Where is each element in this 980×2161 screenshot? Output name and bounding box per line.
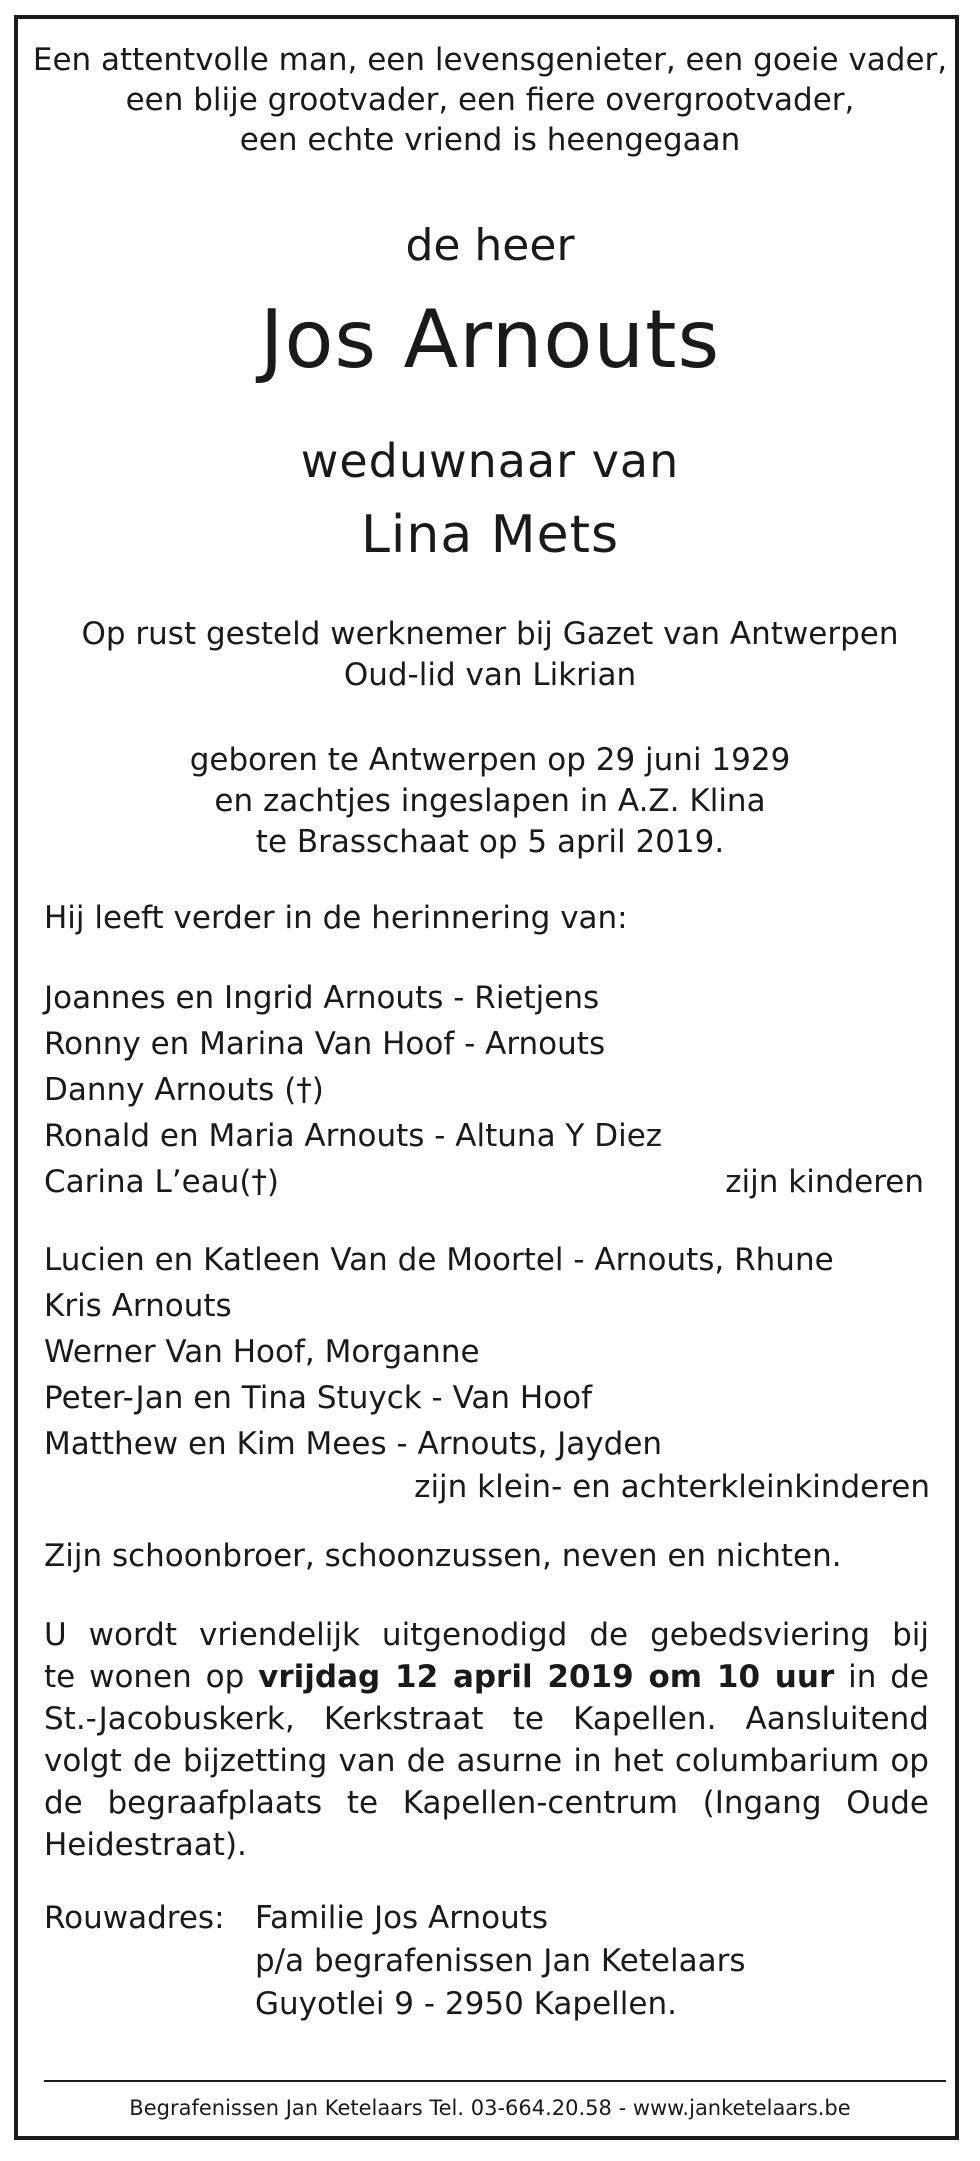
grandchild-name: Lucien en Katleen Van de Moortel - Arnouts, Rhune [44,1242,834,1278]
intro-line: Een attentvolle man, een levensgenieter, een goeie vader, [32,42,948,78]
grandchild-name: Werner Van Hoof, Morganne [44,1334,480,1370]
child-name: Danny Arnouts (†) [44,1072,324,1108]
invitation-line: de begraafplaats te Kapellen-centrum (Ingang Oude [44,1785,929,1821]
children-label: zijn kinderen [725,1164,924,1200]
occupation-line: Oud-lid van Likrian [343,657,637,693]
ceremony-date-time: vrijdag 12 april 2019 om 10 uur [258,1659,835,1695]
address-line: Guyotlei 9 - 2950 Kapellen. [255,1986,677,2022]
birth-death-line: te Brasschaat op 5 april 2019. [255,824,725,860]
invitation-line: St.-Jacobuskerk, Kerkstraat te Kapellen. Aansluitend [44,1701,929,1737]
intro-line: een echte vriend is heengegaan [239,122,741,158]
spouse-name: Lina Mets [360,505,620,565]
address-line: Familie Jos Arnouts [255,1900,549,1936]
address-line: p/a begrafenissen Jan Ketelaars [255,1943,746,1979]
grandchild-name: Matthew en Kim Mees - Arnouts, Jayden [44,1426,663,1462]
footer-divider [44,2080,946,2082]
invitation-line: volgt de bijzetting van de asurne in het columbarium op [44,1743,929,1779]
birth-death-line: geboren te Antwerpen op 29 juni 1929 [189,742,791,778]
child-name: Joannes en Ingrid Arnouts - Rietjens [44,980,600,1016]
deceased-name: Jos Arnouts [259,293,721,386]
intro-line: een blije grootvader, een fiere overgrootvader, [125,82,855,118]
relatives-line: Zijn schoonbroer, schoonzussen, neven en nichten. [44,1538,842,1574]
invitation-text: te wonen op [44,1659,245,1695]
invitation-line: Heidestraat). [44,1827,247,1863]
invitation-paragraph [44,1614,929,1866]
child-name: Ronald en Maria Arnouts - Altuna Y Diez [44,1118,663,1154]
widower-label: weduwnaar van [300,434,680,488]
grandchild-name: Peter-Jan en Tina Stuyck - Van Hoof [44,1380,593,1416]
invitation-text: in de [848,1659,929,1695]
invitation-line [44,1656,929,1698]
grandchildren-label: zijn klein- en achterkleinkinderen [414,1469,930,1505]
grandchild-name: Kris Arnouts [44,1288,232,1324]
child-name: Carina L’eau(†) [44,1164,280,1200]
invitation-line: U wordt vriendelijk uitgenodigd de gebedsviering bij [44,1617,929,1653]
child-name: Ronny en Marina Van Hoof - Arnouts [44,1026,606,1062]
intro-text [0,40,980,160]
footer-contact: Begrafenissen Jan Ketelaars Tel. 03-664.20.58 - www.janketelaars.be [129,2096,851,2120]
title-label: de heer [405,220,575,271]
memory-intro: Hij leeft verder in de herinnering van: [44,900,628,936]
occupation-line: Op rust gesteld werknemer bij Gazet van Antwerpen [81,616,899,652]
birth-death-line: en zachtjes ingeslapen in A.Z. Klina [214,783,766,819]
address-label: Rouwadres: [44,1900,225,1936]
